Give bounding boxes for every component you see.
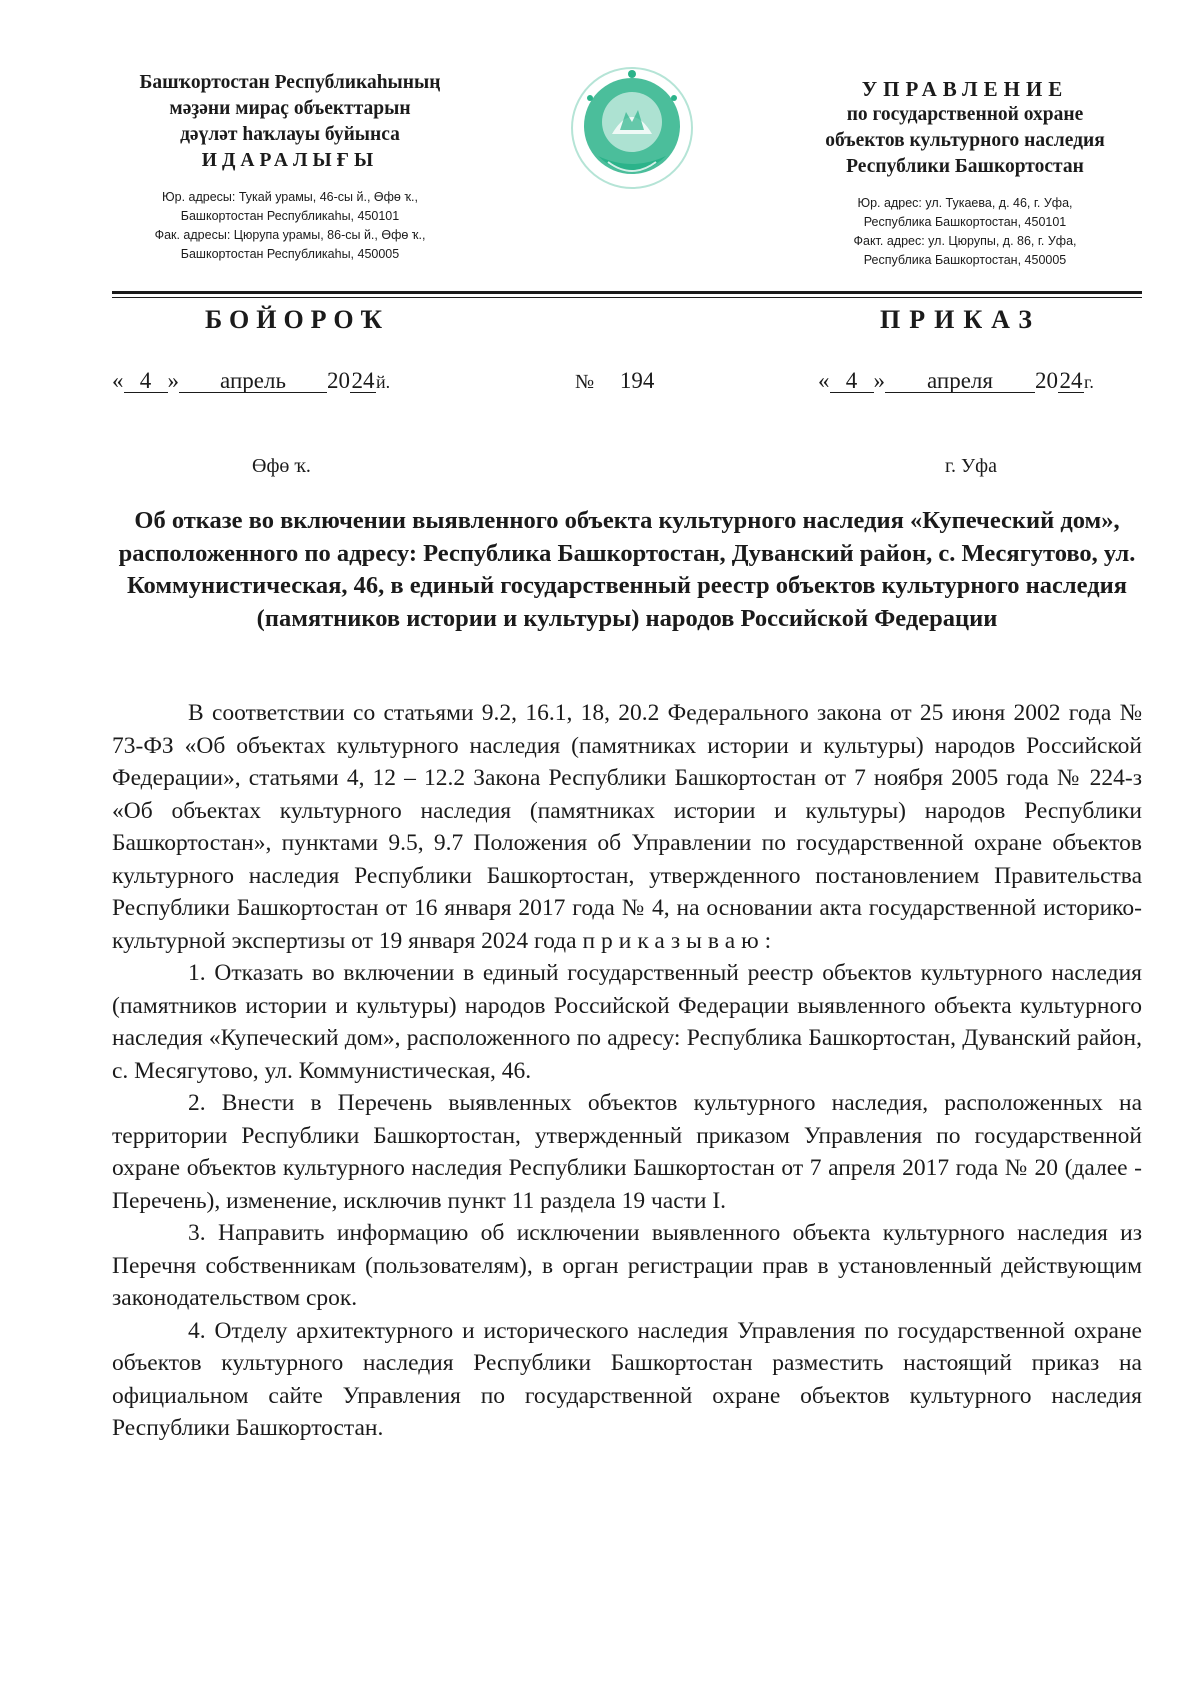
doc-type-russian: ПРИКАЗ xyxy=(880,305,1042,334)
order-word: приказываю: xyxy=(582,927,778,954)
header-left-bashkir xyxy=(95,70,485,264)
org-name-line: мәҙәни мираҫ объекттарын xyxy=(169,98,411,119)
date-year-suffix: 24 xyxy=(1059,368,1083,393)
org-name-line: по государственной охране xyxy=(846,104,1084,125)
org-name-line: объектов культурного наследия xyxy=(825,130,1105,151)
address-line: Республика Башкортостан, 450101 xyxy=(863,215,1067,229)
order-item: 4. Отделу архитектурного и исторического наследия Управления по государственной охране объектов культурного наследия Республики Башкортостан разместить настоящий приказ на официальном сайте Управления по государственной охране объектов культурного наследия Республики Башкортостан. xyxy=(112,1317,1142,1441)
org-name-line: Башҡортостан Республикаһының xyxy=(139,72,441,93)
org-name-line: дәүләт һаҡлауы буйынса xyxy=(180,124,400,145)
date-day: 4 xyxy=(124,370,168,393)
address-line: Башкортостан Республикаһы, 450101 xyxy=(180,209,400,223)
org-name-line: Республики Башкортостан xyxy=(846,156,1084,177)
address-line: Юр. адресы: Тукай урамы, 46-сы й., Өфө ҡ., xyxy=(162,190,418,204)
city-russian: г. Уфа xyxy=(945,455,997,477)
number-label: № xyxy=(575,371,595,393)
order-item: 1. Отказать во включении в единый государственный реестр объектов культурного наследия (памятников истории и культуры) народов Российской Федерации выявленного объекта культурного наследия «Купеческий дом», расположенного по адресу: Республика Башкортостан, Дуванский район, с. Месягутово, ул. Коммунистическая, 46. xyxy=(112,960,1142,1084)
order-number xyxy=(575,368,654,394)
order-item: 2. Внести в Перечень выявленных объектов культурного наследия, расположенных на территории Республики Башкортостан, утвержденный приказом Управления по государственной охране объектов культурного наследия Республики Башкортостан от 7 апреля 2017 года № 20 (далее - Перечень), изменение, исключив пункт 11 раздела 19 части I. xyxy=(112,1090,1142,1214)
preamble-paragraph: В соответствии со статьями 9.2, 16.1, 18, 20.2 Федерального закона от 25 июня 2002 года № 73-ФЗ «Об объектах культурного наследия (памятниках истории и культуры) народов Российской Федерации», статьями 4, 12 – 12.2 Закона Республики Башкортостан от 7 ноября 2005 года № 224-з «Об объектах культурного наследия (памятниках истории и культуры) народов Республики Башкортостан», пунктами 9.5, 9.7 Положения об Управлении по государственной охране объектов культурного наследия Республики Башкортостан, утвержденного постановлением Правительства Республики Башкортостан от 16 января 2017 года № 4, на основании акта государственной историко-культурной экспертизы от 19 января 2024 года приказываю: xyxy=(112,700,1142,954)
header-divider xyxy=(112,291,1142,294)
address-line: Башкортостан Республикаһы, 450005 xyxy=(180,247,400,261)
date-left: « 4 » апрель 2024й. xyxy=(112,368,391,393)
date-day: 4 xyxy=(830,370,874,393)
bashkortostan-coat-of-arms-icon xyxy=(568,64,696,192)
address-line: Юр. адрес: ул. Тукаева, д. 46, г. Уфа, xyxy=(857,196,1073,210)
org-name-line: УПРАВЛЕНИЕ xyxy=(861,77,1069,101)
number-value: 194 xyxy=(619,368,655,393)
date-year: 20 xyxy=(327,368,350,393)
address-line: Республика Башкортостан, 450005 xyxy=(863,253,1067,267)
date-month: апрель xyxy=(179,370,327,393)
date-right: « 4 » апреля 2024г. xyxy=(818,368,1094,393)
document-subject: Об отказе во включении выявленного объекта культурного наследия «Купеческий дом», расположенного по адресу: Республика Башкортостан, Дуванский район, с. Месягутово, ул. Коммунистическая, 46, в единый государственный реестр объектов культурного наследия (памятников истории и культуры) народов Российской Федерации xyxy=(118,507,1136,632)
doc-type-bashkir: БОЙОРОҠ xyxy=(205,305,390,334)
header-right-russian xyxy=(770,76,1160,270)
org-name-line: ИДАРАЛЫҒЫ xyxy=(201,150,379,171)
org-address xyxy=(95,188,485,264)
order-item: 3. Направить информацию об исключении выявленного объекта культурного наследия из Перечня собственникам (пользователям), в орган регистрации прав в установленный действующим законодательством срок. xyxy=(112,1220,1142,1311)
header-divider xyxy=(112,297,1142,298)
document-body xyxy=(112,697,1142,1445)
date-month: апреля xyxy=(885,370,1035,393)
date-year: 20 xyxy=(1035,368,1058,393)
address-line: Фак. адресы: Цюрупа урамы, 86-сы й., Өфө ҡ., xyxy=(154,228,426,242)
city-bashkir: Өфө ҡ. xyxy=(252,455,311,477)
date-year-suffix: 24 xyxy=(351,368,375,393)
address-line: Факт. адрес: ул. Цюрупы, д. 86, г. Уфа, xyxy=(853,234,1077,248)
org-address xyxy=(770,194,1160,270)
